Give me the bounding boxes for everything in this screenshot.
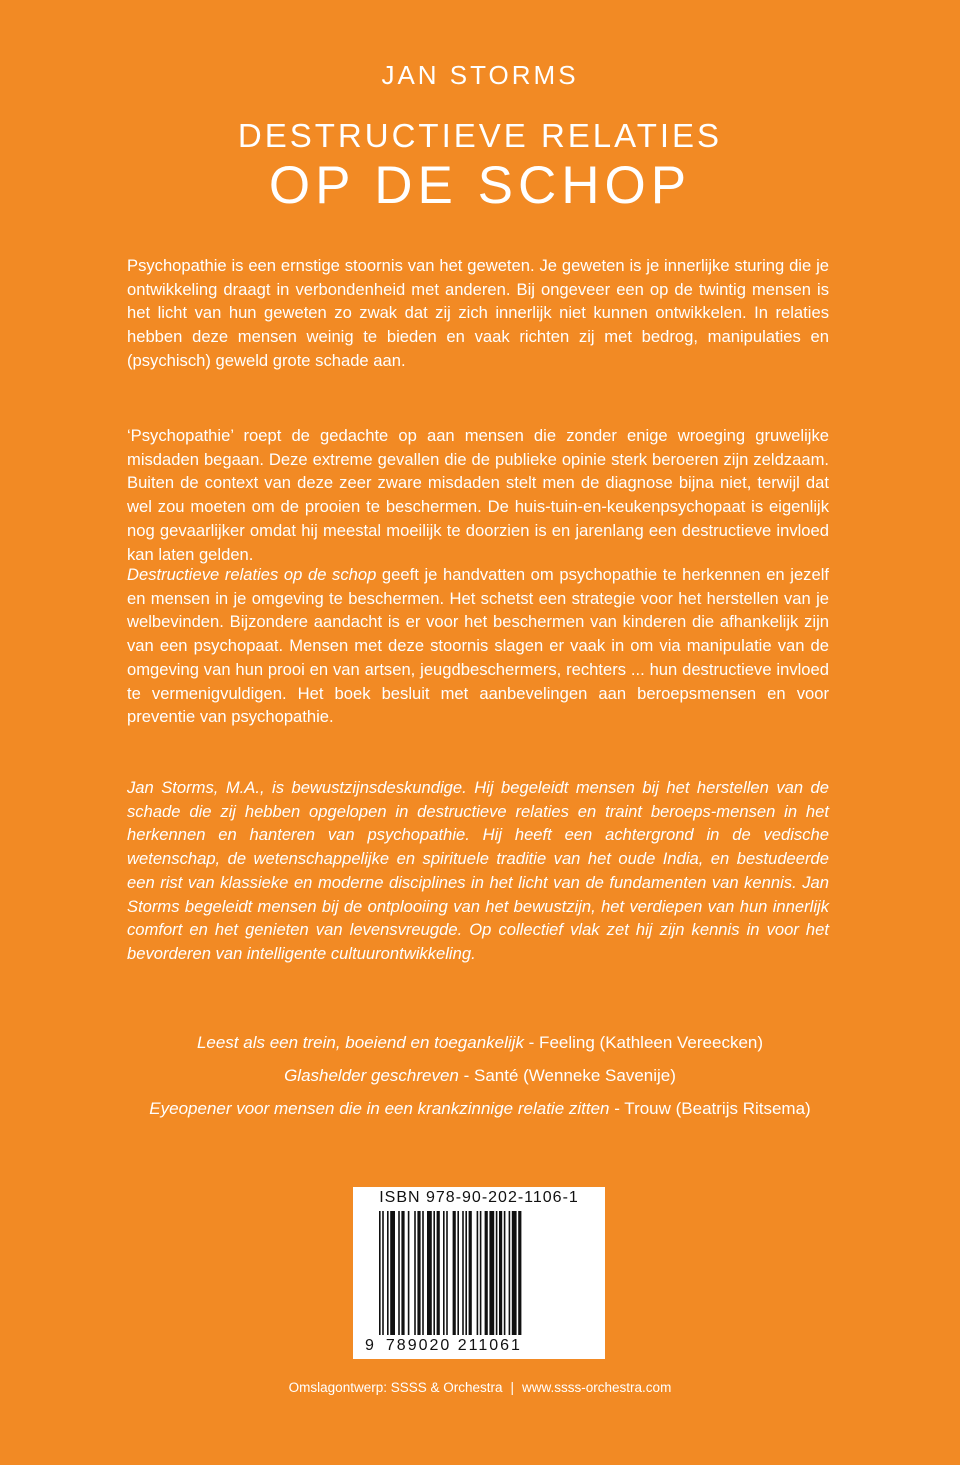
book-title-reference: Destructieve relaties op de schop bbox=[127, 565, 377, 584]
quote-source: - Santé (Wenneke Savenije) bbox=[458, 1066, 676, 1085]
barcode-bar bbox=[509, 1211, 511, 1335]
quote-text: Glashelder geschreven bbox=[284, 1066, 459, 1085]
author-bio: Jan Storms, M.A., is bewustzijnsdeskundige. Hij begeleidt mensen bij het herstellen van de schade die zij hebben opgelopen in destructieve relaties en traint beroeps-mensen in het herkennen en hanteren van psychopathie. Hij heeft een achtergrond in de vedische wetenschap, de wetenschappelijke en spirituele traditie van het oude India, en bestudeerde een rist van klassieke en moderne disciplines in het licht van de fundamenten van kennis. Jan Storms begeleidt mensen bij de ontplooiing van het bewustzijn, het verdiepen van hun innerlijk comfort en het genieten van levensvreugde. Op collectief vlak zet hij zijn kennis in voor het bevorderen van intelligente cultuurontwikkeling. bbox=[127, 778, 829, 963]
design-credit: Omslagontwerp: SSSS & Orchestra bbox=[288, 1380, 503, 1395]
barcode-bar bbox=[422, 1211, 424, 1335]
barcode-bar bbox=[512, 1211, 517, 1335]
barcode-bar bbox=[398, 1211, 400, 1335]
barcode-bar bbox=[433, 1211, 435, 1335]
barcode-bar bbox=[387, 1211, 389, 1335]
author-name: JAN STORMS bbox=[381, 60, 579, 90]
review-quote bbox=[0, 1064, 960, 1097]
barcode-bars bbox=[379, 1211, 579, 1335]
cover-credits bbox=[0, 1380, 960, 1395]
barcode-bar bbox=[518, 1211, 521, 1335]
barcode-bar bbox=[401, 1211, 404, 1335]
barcode-bar bbox=[480, 1211, 482, 1335]
barcode-bar bbox=[462, 1211, 464, 1335]
blurb-paragraph-2: ‘Psychopathie’ roept de gedachte op aan mensen die zonder enige wroeging gruwelijke misdaden begaan. Deze extreme gevallen die de publieke opinie sterk beroeren zijn zeldzaam. Buiten de context van deze zeer zware misdaden stelt men de diagnose bijna niet, terwijl dat wel zou moeten om de prooien te beschermen. De huis-tuin-en-keukenpsychopaat is eigenlijk nog gevaarlijker omdat hij meestal moeilijk te doorzien is en jarenlang een destructieve invloed kan laten gelden. bbox=[127, 426, 829, 564]
barcode-bar bbox=[417, 1211, 420, 1335]
quote-source: - Feeling (Kathleen Vereecken) bbox=[523, 1033, 764, 1052]
review-quote bbox=[0, 1097, 960, 1130]
barcode-bar bbox=[469, 1211, 472, 1335]
barcode-bar bbox=[477, 1211, 479, 1335]
barcode-bar bbox=[382, 1211, 384, 1335]
quote-text: Leest als een trein, boeiend en toegankelijk bbox=[196, 1033, 524, 1052]
barcode-bar bbox=[453, 1211, 456, 1335]
barcode-bar bbox=[504, 1211, 506, 1335]
book-title-line1: DESTRUCTIEVE RELATIES bbox=[237, 117, 723, 154]
barcode-bar bbox=[414, 1211, 416, 1335]
barcode-bar bbox=[437, 1211, 440, 1335]
barcode-digit-first: 9 bbox=[365, 1337, 376, 1354]
isbn-barcode bbox=[353, 1187, 605, 1359]
barcode-bar bbox=[390, 1211, 395, 1335]
designer-url: www.ssss-orchestra.com bbox=[522, 1380, 672, 1395]
quote-text: Eyeopener voor mensen die in een krankzinnige relatie zitten bbox=[149, 1099, 615, 1118]
blurb-paragraph-1: Psychopathie is een ernstige stoornis van het geweten. Je geweten is je innerlijke sturing die je ontwikkeling draagt in verbondenheid met anderen. Bij ongeveer een op de twintig mensen is het licht van hun geweten zo zwak dat zij zich innerlijk niet kunnen ontwikkelen. In relaties hebben deze mensen weinig te bieden en vaak richten zij met bedrog, manipulaties en (psychisch) geweld grote schade aan. bbox=[127, 256, 829, 370]
barcode-bar bbox=[485, 1211, 488, 1335]
quote-source: - Trouw (Beatrijs Ritsema) bbox=[614, 1099, 811, 1118]
review-quotes bbox=[0, 1031, 960, 1130]
barcode-bar bbox=[443, 1211, 445, 1335]
barcode-bar bbox=[457, 1211, 459, 1335]
barcode-digits bbox=[365, 1337, 595, 1355]
credit-separator: | bbox=[510, 1380, 515, 1395]
blurb-paragraph-3-text: geeft je handvatten om psychopathie te herkennen en jezelf en mensen in je omgeving te beschermen. Het schetst een strategie voor het herstellen van je welbevinden. Bijzondere aandacht is er voor het beschermen van kinderen die afhankelijk zijn van een psychopaat. Mensen met deze stoornis slagen er vaak in om via manipulatie van de omgeving van hun prooi en van artsen, jeugdbeschermers, rechters ... hun destructieve invloed te vermenigvuldigen. Het boek besluit met aanbevelingen aan beroepsmensen en voor preventie van psychopathie. bbox=[127, 565, 829, 727]
barcode-bar bbox=[465, 1211, 467, 1335]
barcode-bar bbox=[427, 1211, 432, 1335]
barcode-digits-group1: 789020 bbox=[385, 1337, 452, 1354]
barcode-bar bbox=[499, 1211, 502, 1335]
review-quote bbox=[0, 1031, 960, 1064]
isbn-label: ISBN 978-90-202-1106-1 bbox=[379, 1189, 579, 1206]
barcode-bar bbox=[446, 1211, 448, 1335]
book-title-line2: OP DE SCHOP bbox=[268, 156, 692, 215]
barcode-bar bbox=[489, 1211, 494, 1335]
blurb-paragraph-3 bbox=[127, 563, 829, 729]
barcode-digits-group2: 211061 bbox=[457, 1337, 522, 1354]
barcode-bar bbox=[408, 1211, 410, 1335]
barcode-bar bbox=[379, 1211, 381, 1335]
barcode-bar bbox=[496, 1211, 498, 1335]
